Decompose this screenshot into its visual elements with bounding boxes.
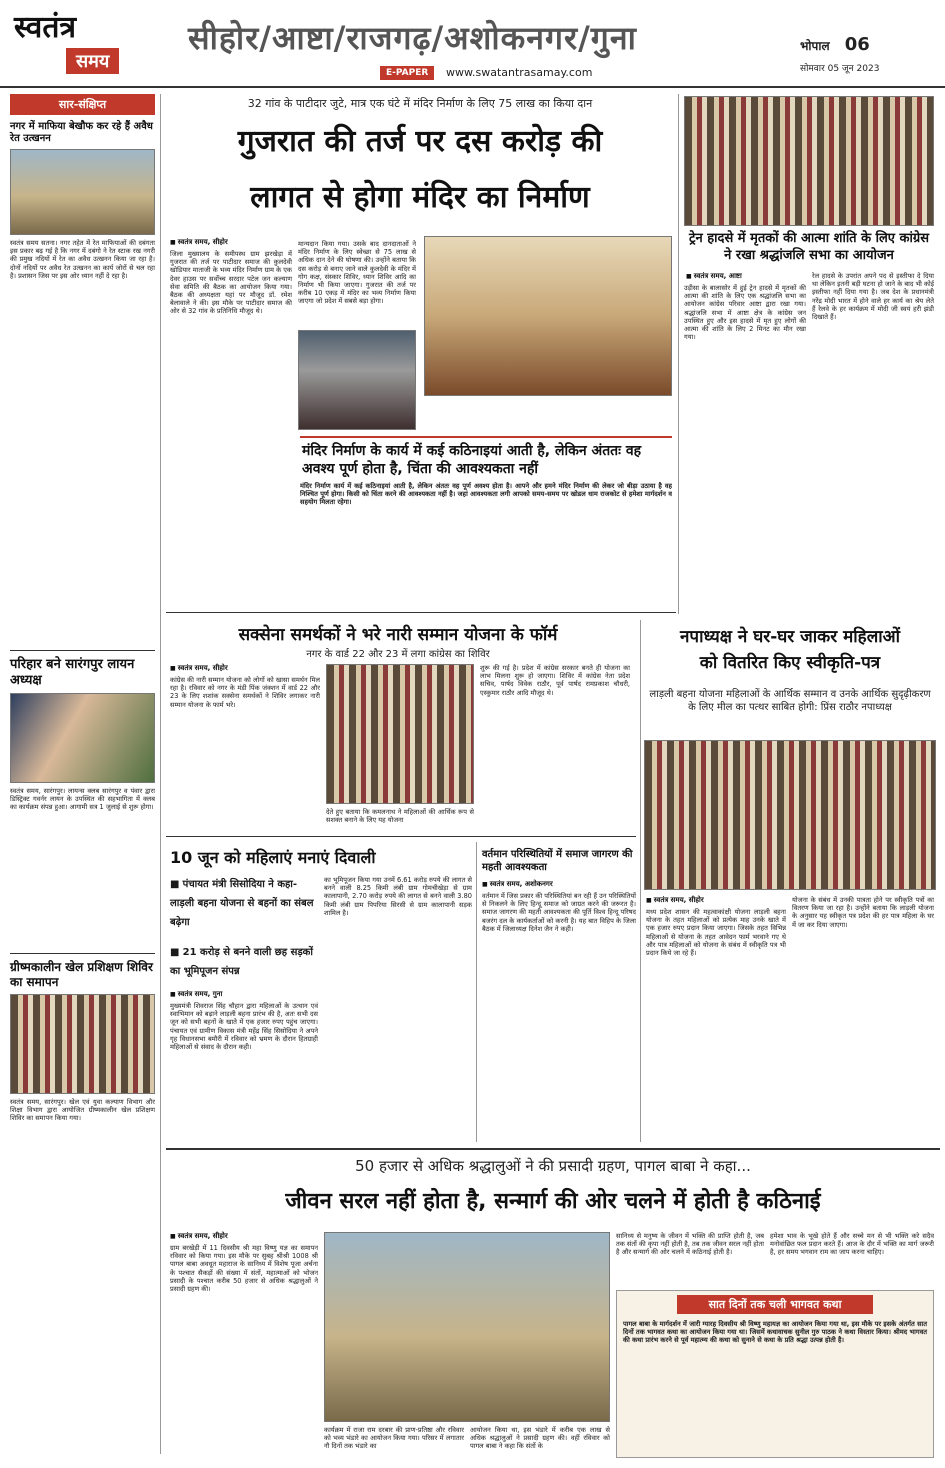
bullet-icon: ■ [170, 947, 183, 958]
lead-headline-1: गुजरात की तर्ज पर दस करोड़ की [237, 124, 603, 159]
samaj-headline: वर्तमान परिस्थितियों में समाज जागरण की महती आवश्यकता [482, 849, 633, 873]
sidebar-story2-title: परिहार बने सारंगपुर लायन अध्यक्ष [10, 657, 135, 688]
sidebar-divider [160, 94, 161, 1454]
lead-bottom-rule [166, 612, 676, 613]
lead-kicker: 32 गांव के पाटीदार जुटे, मात्र एक घंटे में मंदिर निर्माण के लिए 75 लाख का किया दान [247, 97, 593, 110]
bhagwat-title: सात दिनों तक चली भागवत कथा [677, 1295, 873, 1314]
page-info [800, 34, 930, 78]
lead-byline: ■ स्वतंत्र समय, सीहोर [170, 238, 228, 247]
logo-top: स्वतंत्र [14, 10, 77, 45]
website-link[interactable]: www.swatantrasamay.com [446, 66, 593, 79]
sidebar-story3-title: ग्रीष्मकालीन खेल प्रशिक्षण शिविर का समापन [10, 960, 153, 989]
diwali-bullet1 [170, 872, 320, 929]
bhagwat-box [616, 1290, 934, 1458]
train-col1: उड़ीसा के बालासोर में हुई ट्रेन हादसे में मृतकों की आत्मा की शांति के लिए एक श्रद्धांजलि सभा का आयोजन कांग्रेस परिवार आष्टा द्वारा रखा गया। श्रद्धांजलि सभा में आष्टा क्षेत्र के कांग्रेस जन उपस्थित हुए और इस हादसे में मृत हुए लोगों की आत्मा की शांति के लिए 2 मिनट का मौन रखा गया। [684, 284, 806, 342]
saxena-headline: सक्सेना समर्थकों ने भरे नारी सम्मान योजना के फॉर्म [238, 625, 558, 645]
bottom-headline: जीवन सरल नहीं होता है, सन्मार्ग की ओर चलने में होती है कठिनाई [285, 1189, 821, 1214]
saxena-rule [166, 836, 636, 837]
napa-headline-2: को वितरित किए स्वीकृति-पत्र [699, 653, 881, 673]
diwali-headline: 10 जून को महिलाएं मनाएं दिवाली [170, 848, 376, 867]
bottom-col1: ग्राम बरखेड़ी में 11 दिवसीय श्री महा विष्णु यज्ञ का समापन रविवार को किया गया। इस मौके पर सुबह श्रीश्री 1008 श्री पागल बाबा अवधूत महाराज के सानिध्य में विशेष पूजा अर्चना के पश्चात सैकड़ों की संख्या में संतों, महात्माओं को भोजन प्रसादी के पश्चात करीब 50 हजार से अधिक श्रद्धालुओं ने प्रसादी ग्रहण की। [170, 1244, 318, 1294]
bottom-photo [324, 1232, 610, 1422]
bottom-caption: कार्यक्रम में राजा राम दरबार की प्राण-प्रतिष्ठा और रविवार को भव्य भंडारे का आयोजन किया गया। परिसर में लगातार नौ दिनों तक भंडारे का [324, 1426, 464, 1451]
bottom-col4: हमेशा भाव के भूखे होते हैं और सच्चे मन से भी भक्ति करे सदैव मनोवांछित फल प्रदान करते हैं। आज के दौर में भक्ति का मार्ग जरूरी है, हर समय भगवान राम का जाप करना चाहिए। [770, 1232, 934, 1257]
lead-photo-meeting [298, 330, 416, 430]
bottom-byline: ■ स्वतंत्र समय, सीहोर [170, 1232, 228, 1241]
bottom-rule [166, 1148, 940, 1150]
sidebar-story1-body: स्वतंत्र समय सतना। नगर तहेत में रेत माफियाओं की दबंगता इस प्रकार बढ़ गई है कि नगर में दबंगो ने रेत स्टाक रख नगरी की प्रमुख नदियों में रेत का अवैध उत्खनन किया जा रहा है। दोनों नदियों पर अवैध रेत उत्खनन का कार्य जोरों से चल रहा है। प्रशासन जिस पर इस ओर ध्यान नहीं दे रहा है। [10, 239, 155, 280]
edition-title: सीहोर/आष्टा/राजगढ़/अशोकनगर/गुना [188, 19, 637, 57]
logo [14, 12, 174, 82]
bullet-icon: ■ [170, 879, 183, 890]
lead-headline-2: लागत से होगा मंदिर का निर्माण [250, 180, 590, 215]
napa-quote: लाड़ली बहना योजना महिलाओं के आर्थिक सम्मान व उनके आर्थिक सुदृढ़ीकरण के लिए मील का पत्थर साबित होगी: प्रिंस राठौर नपाध्यक्ष [649, 689, 931, 713]
lead-col2: मान्यदान किया गया। उसके बाद दानदाताओं ने मंदिर निर्माण के लिए स्वेच्छा से 75 लाख से अधिक दान देने की घोषणा की। उन्होंने बताया कि दस करोड़ से बनाए जाने वाले कुलदेवी के मंदिर में गोग कक्ष, संस्कार शिविर, ध्यान शिविर आदि का निर्माण भी किया जाएगा। गुजरात की तर्ज पर करीब 10 एकड़ में मंदिर का भव्य निर्माण किया जाएगा जो प्रदेश में सबसे बड़ा होगा। [298, 240, 416, 306]
diwali-col2: का भूमिपूजन किया गया उनमें 6.61 करोड़ रुपये की लागत से बनने वाली 8.25 किमी लंबी ग्राम गोमचीखेड़ा से ग्राम कालापानी, 2.70 करोड़ रुपये की लागत से बनने वाली 3.80 किमी लंबी ग्राम पिपरिया सिरसी से ग्राम कालापानी सड़क शामिल है। [324, 876, 472, 917]
saxena-photo [326, 664, 474, 804]
masthead [0, 0, 945, 90]
train-headline: ट्रेन हादसे में मृतकों की आत्मा शांति के लिए कांग्रेस ने रखा श्रद्धांजलि सभा का आयोजन [688, 231, 929, 263]
diwali-col1: मुख्यमंत्री शिवराज सिंह चौहान द्वारा महिलाओं के उत्थान एवं स्वाभिमान को बढ़ाने लाड़ली बहना प्रारंभ की है, अतः सभी दस जून को सभी बहनों के खाते में एक हजार रुपए पहुंच जाएगा। पंचायत एवं ग्रामीण विकास मंत्री महेंद्र सिंह सिसोदिया ने अपने गृह विधानसभा बमौरी में रविवार को भ्रमण के दौरान हितग्राही महिलाओं से संवाद के दौरान कही। [170, 1002, 318, 1052]
samaj-body: वर्तमान में जिस प्रकार की परिस्थितियां बन रही हैं उन परिस्थितियों से निकलने के लिए हिन्दू समाज को जाग्रत करने की जरूरत है। समाज जागरण की महती आवश्यकता की पूर्ति विश्व हिन्दू परिषद बजरंग दल के कार्यकर्ताओं को करनी है। यह बात विहिप के जिला बैठक में जिलाध्यक्ष दिनेश जैन ने कही। [482, 892, 636, 933]
diwali-bullet2-text: 21 करोड़ से बनने वाली छह सड़कों का भूमिपूजन संपन्न [170, 947, 313, 977]
lead-quote-body: मंदिर निर्माण कार्य में कई कठिनाइयां आती है, लेकिन अंततः वह पूर्ण अवश्य होता है। आपने और हमने मंदिर निर्माण की लेकर जो बीड़ा उठाया है वह निश्चित पूर्ण होगा। किसी को चिंता करने की आवश्यकता नहीं है। जहां आवश्यकता लगी आपको समय-समय पर खोडल धाम राजकोट से हमेशा मार्गदर्शन व सहयोग मिलता रहेगा। [300, 482, 672, 507]
saxena-byline: ■ स्वतंत्र समय, सीहोर [170, 664, 228, 673]
sidebar-story2-photo [10, 693, 155, 783]
city-label: भोपाल [800, 39, 830, 53]
napa-col2: योजना के संबंध में उनकी पात्रता होने पर स्वीकृति पत्रों का वितरण किया जा रहा है। उन्होंने बताया कि लाड़ली योजना के अनुसार यह स्वीकृत पत्र प्रदेश की हर पात्र महिला के घर में जा कर दिया जाएगा। [792, 896, 934, 929]
bottom-col2: आयोजन किया था, इस भंडारे में करीब एक लाख से अधिक श्रद्धालुओं ने प्रसादी ग्रहण की। वहीं रविवार को पागल बाबा ने कहा कि संतों के [470, 1426, 610, 1451]
sidebar-story1-title: नगर में माफिया बेखौफ कर रहे हैं अवैध रेत उत्खनन [10, 121, 153, 144]
sidebar-rule-1 [10, 650, 155, 651]
lead-col1: जिला मुख्यालय के समीपस्थ ग्राम झरखेड़ा में गुजरात की तर्ज पर पाटीदार समाज की कुलदेवी खोडियार माताजी के भव्य मंदिर निर्माण ग्राम के एक देवर हाउस पर सर्वोच्च सरदार पटेल जन कल्याण सेवा समिति की बैठक का आयोजन किया गया। बैठक की अध्यक्षता यहां पर मौजूद डॉ. रमेश बेलावाले ने की। इस मौके पर पाटीदार समाज की ओर से 32 गांव के प्रतिनिधि मौजूद थे। [170, 250, 292, 316]
right-divider [678, 94, 679, 614]
lead-col1-cont [170, 436, 292, 606]
saxena-col2: शुरू की गई है। प्रदेश में कांग्रेस सरकार बनते ही योजना का लाभ मिलना शुरू हो जाएगा। शिविर में कांग्रेस नेता प्रदेश सचिव, पार्षद विवेक राठौर, पूर्व पार्षद रामप्रकाश चौधरी, एस्कुमार राठौर आदि मौजूद थे। [480, 664, 630, 697]
saxena-caption: देते हुए बताया कि कमलनाथ ने महिलाओं की आर्थिक रूप से सशक्त बनाने के लिए यह योजना [326, 808, 474, 825]
diwali-byline: ■ स्वतंत्र समय, गुना [170, 990, 222, 999]
bottom-kicker: 50 हजार से अधिक श्रद्धालुओं ने की प्रसादी ग्रहण, पागल बाबा ने कहा... [355, 1157, 751, 1175]
masthead-rule [0, 86, 945, 88]
lead-quote-box [300, 436, 672, 540]
train-tribute-photo [684, 96, 934, 226]
page-number: 06 [844, 34, 870, 55]
train-byline: ■ स्वतंत्र समय, आष्टा [686, 272, 742, 281]
napa-headline-1: नपाध्यक्ष ने घर-घर जाकर महिलाओं [679, 627, 901, 647]
bhagwat-body: पागल बाबा के मार्गदर्शन में जारी ग्यारह दिवसीय श्री विष्णु महायज्ञ का आयोजन किया गया था, इस मौके पर इसके अंतर्गत सात दिनों तक भागवत कथा का आयोजन किया गया था। जिसमें कथावाचक सुनील गुरु पाठक ने कथा विस्तार किया। श्रीमद भागवत की कथा प्रारंभ करने से पूर्व महात्म्य की कथा को सुनाने से कथा के प्रति श्रद्धा उत्पन्न होती है। [623, 1320, 927, 1345]
sidebar-rule-2 [10, 953, 155, 954]
issue-date: सोमवार 05 जून 2023 [800, 64, 880, 74]
diwali-bullet1-text: पंचायत मंत्री सिसोदिया ने कहा- लाड़ली बहना योजना से बहनों का संबल बढ़ेगा [170, 879, 314, 928]
sidebar [10, 94, 155, 1454]
diwali-divider [476, 842, 477, 1142]
sidebar-story3-body: स्वतंत्र समय, सारंगपुर। खेल एवं युवा कल्याण विभाग और शिक्षा विभाग द्वारा आयोजित ग्रीष्मकालीन खेल प्रशिक्षण शिविर का समापन किया गया। [10, 1098, 155, 1123]
sidebar-story2-body: स्वतंत्र समय, सारंगपुर। लायन्स क्लब सारंगपुर व पंवार द्वारा डिस्ट्रिक्ट गवर्नर लायन के उपस्थित की सहभागिता में क्लब का कार्यक्रम संपन्न हुआ। आगामी सत्र 1 जुलाई से शुरू होगा। [10, 787, 155, 812]
saxena-col1: कांग्रेस की नारी सम्मान योजना को लोगों को खासा समर्थन मिल रहा है। रविवार को नगर के मंडी पिंक जंक्शन में वार्ड 22 और 23 के लिए शशांक सक्सेना समर्थकों ने शिविर लगाकर नारी सम्मान योजना के फार्म भरे। [170, 676, 320, 709]
napa-col1: मध्य प्रदेश शासन की महत्वाकांक्षी योजना लाड़ली बहना योजना के तहत महिलाओं को प्रत्येक माह उनके खाते में एक हजार रुपए प्रदान किया जाएगा। जिसके तहत विभिन्न महिलाओं से योजना के तहत आवेदन फार्म भरवाने गए थे और पात्र महिलाओं को योजना के संबंध में स्वीकृति पत्र भी प्रदान किये जा रहे हैं। [646, 908, 786, 958]
epaper-label: E-PAPER [380, 66, 434, 80]
lead-quote: मंदिर निर्माण के कार्य में कई कठिनाइयां आती है, लेकिन अंततः वह अवश्य पूर्ण होता है, चिंता की आवश्यकता नहीं [302, 443, 642, 477]
samaj-byline: ■ स्वतंत्र समय, अशोकनगर [482, 880, 553, 889]
diwali-bullet2 [170, 940, 320, 978]
lead-photo-statue [424, 236, 672, 396]
sidebar-story3-photo [10, 994, 155, 1094]
bottom-col3: सानिध्य से मनुष्य के जीवन में भक्ति की प्राप्ति होती है, जब तक संतों की कृपा नहीं होती है, तब तक जीवन सरल नहीं होता है और सन्मार्ग की ओर चलने में कठिनाई होती है। [616, 1232, 764, 1257]
napa-divider [640, 620, 641, 1142]
train-col2: रेल हादसे के उपरांत अपने पद से इस्तीफा दे दिया था लेकिन इतनी बड़ी घटना हो जाने के बाद भी कोई इस्तीफा नहीं दिया गया है। जब देश के प्रधानमंत्री नरेंद्र मोदी भारत में होने वाले हर कार्य का श्रेय लेते हैं रेलवे के हर कार्यक्रम में मोदी जी स्वयं हरी झंडी दिखाते हैं। [812, 272, 934, 322]
napa-photo [644, 740, 936, 890]
logo-bottom: समय [66, 48, 119, 74]
saxena-subhead: नगर के वार्ड 22 और 23 में लगा कांग्रेस का शिविर [306, 649, 490, 660]
sidebar-section-label: सार-संक्षिप्त [10, 94, 155, 115]
napa-byline: ■ स्वतंत्र समय, सीहोर [646, 896, 704, 905]
sidebar-story1-photo [10, 149, 155, 235]
